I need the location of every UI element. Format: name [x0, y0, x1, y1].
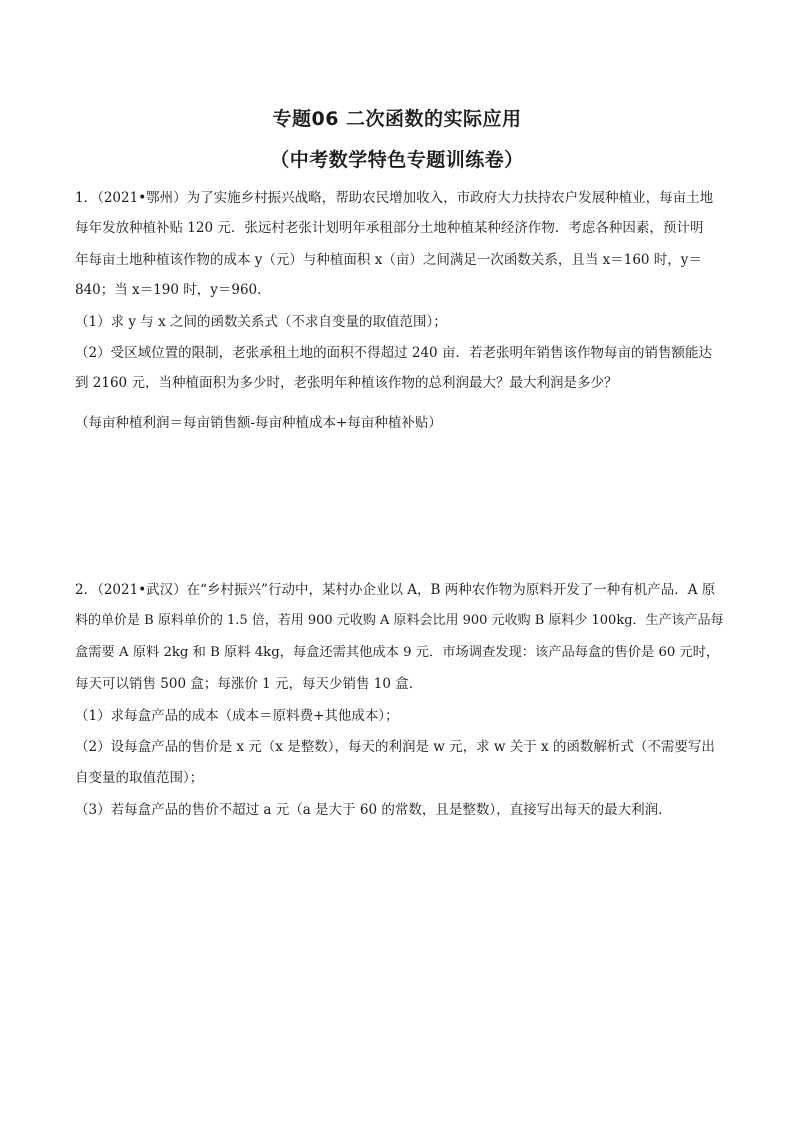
problem2-question-2-line-2: 自变量的取值范围）； [75, 770, 204, 786]
problem1-note: （每亩种植利润＝每亩销售额-每亩种植成本+每亩种植补贴） [75, 415, 442, 431]
page-subtitle: （中考数学特色专题训练卷） [270, 149, 524, 171]
problem2-line-1: 2．（2021•武汉）在“乡村振兴”行动中，某村办企业以 A，B 两种农作物为原料开发了一种有机产品．A 原 [75, 582, 716, 598]
problem1-line-1: 1．（2021•鄂州）为了实施乡村振兴战略，帮助农民增加收入，市政府大力扶持农户发展种植业，每亩土地 [75, 190, 714, 206]
problem1-line-2: 每年发放种植补贴 120 元．张远村老张计划明年承租部分土地种植某种经济作物．考虑各种因素，预计明 [75, 220, 704, 236]
problem2-question-2-line-1: （2）设每盒产品的售价是 x 元（x 是整数），每天的利润是 w 元，求 w 关于 x 的函数解析式（不需要写出 [75, 739, 715, 755]
problem1-question-2-line-2: 到 2160 元，当种植面积为多少时，老张明年种植该作物的总利润最大？最大利润是多少？ [75, 375, 618, 391]
problem2-line-2: 料的单价是 B 原料单价的 1.5 倍，若用 900 元收购 A 原料会比用 900 元收购 B 原料少 100kg．生产该产品每 [75, 613, 724, 628]
problem1-line-4: 840；当 x＝190 时，y＝960． [75, 282, 271, 298]
problem1-line-3: 年每亩土地种植该作物的成本 y（元）与种植面积 x（亩）之间满足一次函数关系，且当 x＝160 时，y＝ [75, 252, 702, 268]
problem2-question-1: （1）求每盒产品的成本（成本＝原料费+其他成本）； [75, 708, 399, 724]
problem2-line-3: 盒需要 A 原料 2kg 和 B 原料 4kg，每盒还需其他成本 9 元．市场调查发现：该产品每盒的售价是 60 元时， [75, 645, 720, 660]
problem2-question-3: （3）若每盒产品的售价不超过 a 元（a 是大于 60 的常数，且是整数），直接写出每天的最大利润． [75, 802, 672, 818]
problem1-question-2-line-1: （2）受区域位置的限制，老张承租土地的面积不得超过 240 亩．若老张明年销售该作物每亩的销售额能达 [75, 345, 712, 361]
problem1-question-1: （1）求 y 与 x 之间的函数关系式（不求自变量的取值范围）； [75, 314, 447, 330]
page-title: 专题06 二次函数的实际应用 [272, 108, 522, 130]
problem2-line-4: 每天可以销售 500 盒；每涨价 1 元，每天少销售 10 盒． [75, 676, 423, 692]
